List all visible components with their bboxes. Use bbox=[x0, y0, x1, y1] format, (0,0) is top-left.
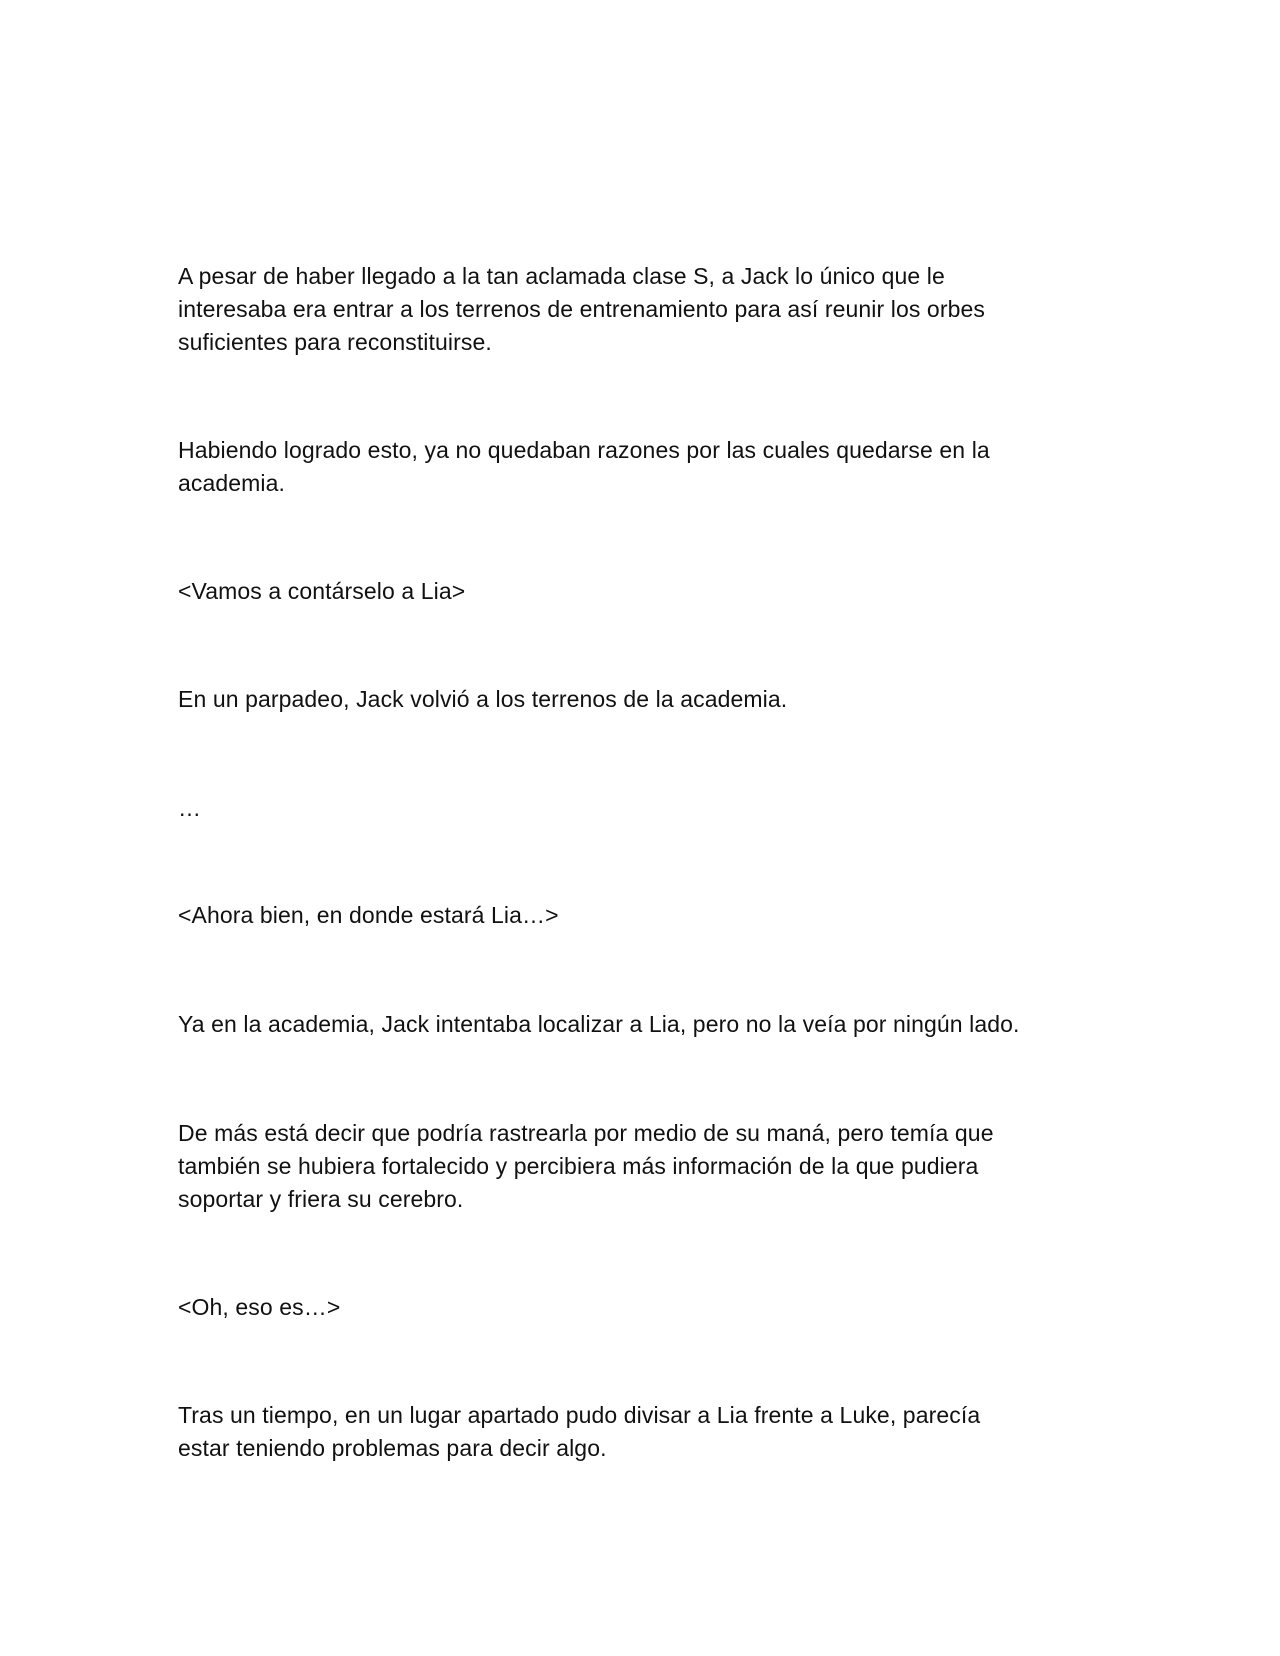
dialogue-line: <Ahora bien, en donde estará Lia…> bbox=[178, 902, 559, 928]
paragraph: Habiendo logrado esto, ya no quedaban razones por las cuales quedarse en la academia. bbox=[178, 437, 990, 496]
paragraph: En un parpadeo, Jack volvió a los terrenos de la academia. bbox=[178, 686, 788, 712]
paragraph: Tras un tiempo, en un lugar apartado pudo divisar a Lia frente a Luke, parecía estar teniendo problemas para decir algo. bbox=[178, 1402, 981, 1461]
paragraph: De más está decir que podría rastrearla por medio de su maná, pero temía que también se hubiera fortalecido y percibiera más información de la que pudiera soportar y friera su cerebro. bbox=[178, 1120, 994, 1212]
ellipsis-break: … bbox=[178, 795, 202, 821]
dialogue-line: <Vamos a contárselo a Lia> bbox=[178, 578, 466, 604]
paragraph: A pesar de haber llegado a la tan aclamada clase S, a Jack lo único que le interesaba era entrar a los terrenos de entrenamiento para así reunir los orbes suficientes para reconstituirse. bbox=[178, 263, 985, 355]
dialogue-line: <Oh, eso es…> bbox=[178, 1294, 341, 1320]
paragraph: Ya en la academia, Jack intentaba localizar a Lia, pero no la veía por ningún lado. bbox=[178, 1011, 1020, 1037]
